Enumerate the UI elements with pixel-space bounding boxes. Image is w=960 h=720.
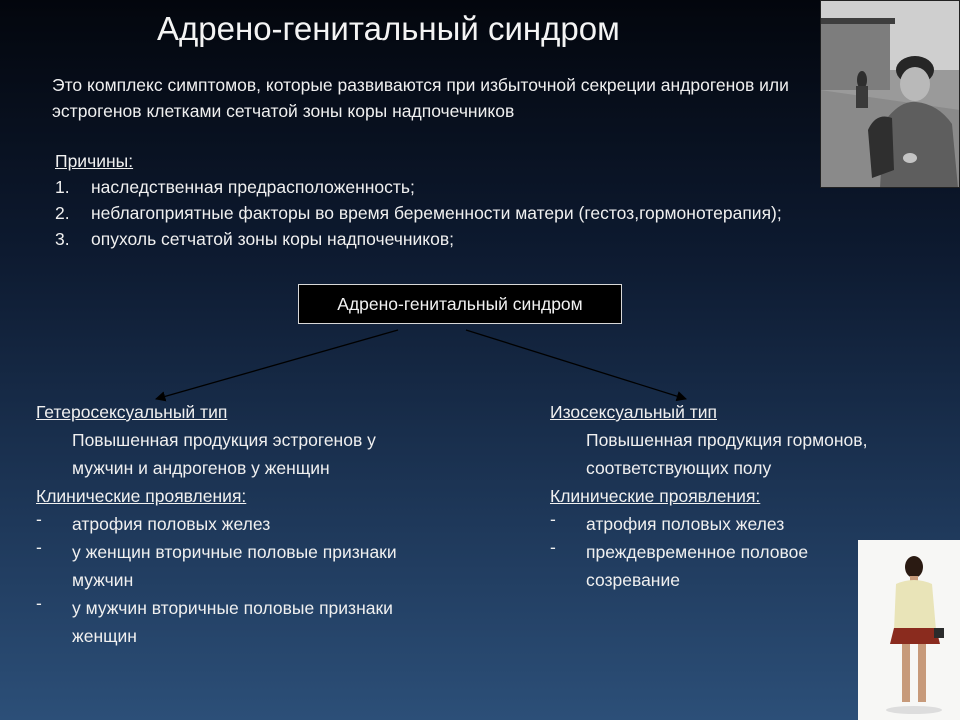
heterosexual-heading: Гетеросексуальный тип xyxy=(36,402,228,422)
dash-bullet: - xyxy=(550,537,556,557)
list-item-text: мужчин xyxy=(72,570,134,590)
heterosexual-description-line: Повышенная продукция эстрогенов у xyxy=(72,430,376,450)
dash-bullet: - xyxy=(36,537,42,557)
dash-bullet: - xyxy=(550,509,556,529)
list-item-text: созревание xyxy=(586,570,680,590)
intro-text: Это комплекс симптомов, которые развиваются при избыточной секреции андрогенов или эстрогенов клетками сетчатой зоны коры надпочечников xyxy=(52,75,789,121)
isosexual-description-line: Повышенная продукция гормонов, xyxy=(586,430,868,450)
list-item xyxy=(550,510,950,538)
heterosexual-description-line: мужчин и андрогенов у женщин xyxy=(72,458,330,478)
cause-text: опухоль сетчатой зоны коры надпочечников; xyxy=(91,229,455,249)
list-item-text: женщин xyxy=(72,626,137,646)
list-item xyxy=(36,538,516,594)
dash-bullet: - xyxy=(36,593,42,613)
isosexual-heading: Изосексуальный тип xyxy=(550,402,717,422)
isosexual-description-line: соответствующих полу xyxy=(586,458,772,478)
list-item-text: атрофия половых желез xyxy=(72,514,271,534)
arrow-to-heterosexual xyxy=(156,330,398,399)
list-item-text: у мужчин вторичные половые признаки xyxy=(72,598,393,618)
list-item-text: атрофия половых желез xyxy=(586,514,785,534)
cause-number: 2. xyxy=(55,203,70,223)
diagram-center-box: Адрено-генитальный синдром xyxy=(298,284,622,324)
list-item-text: у женщин вторичные половые признаки xyxy=(72,542,397,562)
cause-number: 1. xyxy=(55,177,70,197)
cause-text: наследственная предрасположенность; xyxy=(91,177,415,197)
slide-title: Адрено-генитальный синдром xyxy=(157,10,620,47)
causes-heading: Причины: xyxy=(55,151,134,171)
photo-man xyxy=(820,0,960,188)
heterosexual-clinical-heading: Клинические проявления: xyxy=(36,486,247,506)
list-item xyxy=(36,510,516,538)
arrow-to-isosexual xyxy=(466,330,686,399)
cause-number: 3. xyxy=(55,229,70,249)
cause-text: неблагоприятные факторы во время беременности матери (гестоз,гормонотерапия); xyxy=(91,203,782,223)
heterosexual-type-column xyxy=(36,398,516,650)
photo-woman xyxy=(858,540,960,720)
list-item xyxy=(36,594,516,650)
list-item-text: преждевременное половое xyxy=(586,542,809,562)
dash-bullet: - xyxy=(36,509,42,529)
isosexual-clinical-heading: Клинические проявления: xyxy=(550,486,761,506)
